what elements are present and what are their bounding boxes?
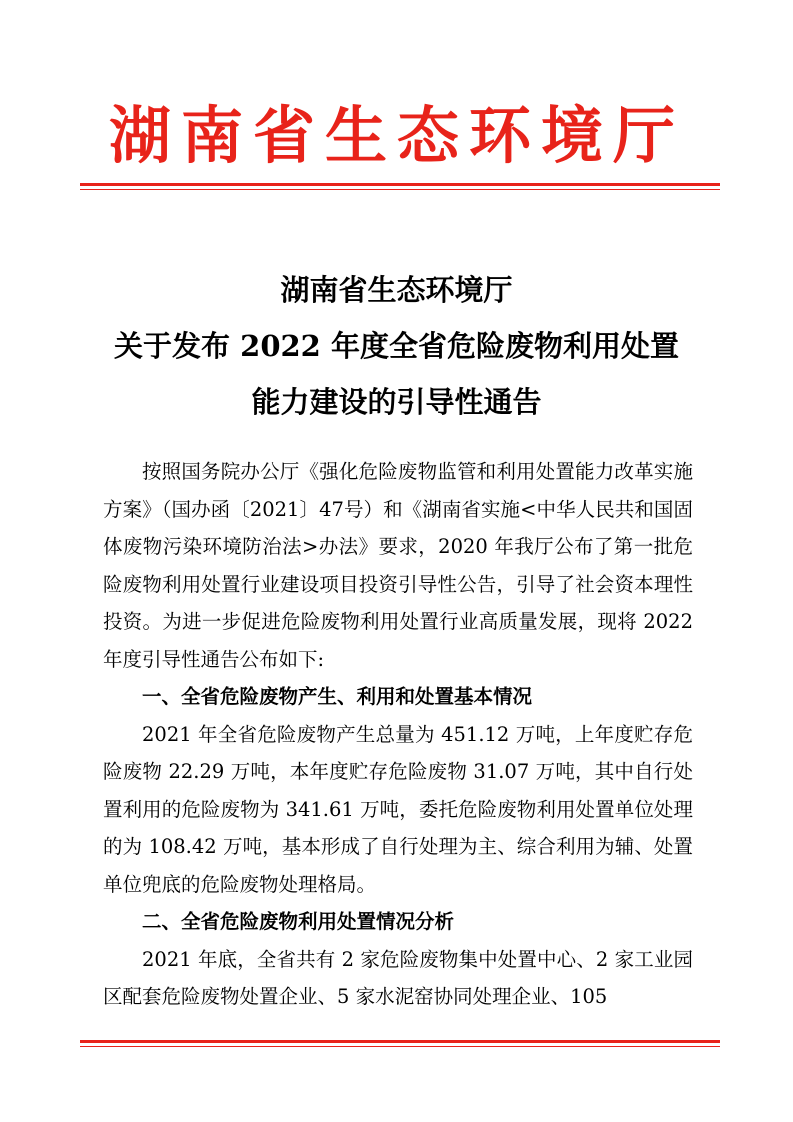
document-title-line-3: 能力建设的引导性通告	[251, 385, 542, 419]
letterhead-rule-thick	[80, 183, 720, 186]
section-paragraph-1: 2021 年全省危险废物产生总量为 451.12 万吨，上年度贮存危险废物 22.29 万吨，本年度贮存危险废物 31.07 万吨，其中自行处置利用的危险废物为 341.61 万吨，委托危险废物利用处置单位处理的为 108.42 万吨，基本形成了自行处理为主、综合利用为辅、处置单位兜底的危险废物处理格局。	[103, 722, 693, 896]
document-title-line-1: 湖南省生态环境厅	[280, 273, 513, 307]
letterhead-title: 湖南省生态环境厅	[108, 99, 685, 172]
section-paragraph-2: 2021 年底，全省共有 2 家危险废物集中处置中心、2 家工业园区配套危险废物处置企业、5 家水泥窑协同处理企业、105	[103, 947, 693, 1008]
document-body	[103, 453, 693, 1016]
letterhead-rule-thin	[80, 189, 720, 190]
section-heading-2: 二、全省危险废物利用处置情况分析	[142, 910, 455, 933]
footer-rule-thin	[80, 1046, 720, 1047]
intro-paragraph: 按照国务院办公厅《强化危险废物监管和利用处置能力改革实施方案》（国办函〔2021〕47号）和《湖南省实施<中华人民共和国固体废物污染环境防治法>办法》要求，2020 年我厅公布了第一批危险废物利用处置行业建设项目投资引导性公告，引导了社会资本理性投资。为进一步促进危险废物利用处置行业高质量发展，现将 2022 年度引导性通告公布如下:	[103, 460, 693, 671]
section-heading-1: 一、全省危险废物产生、利用和处置基本情况	[142, 685, 533, 708]
footer-rule-thick	[80, 1040, 720, 1043]
document-title-line-2: 关于发布 2022 年度全省危险废物利用处置	[114, 329, 679, 363]
